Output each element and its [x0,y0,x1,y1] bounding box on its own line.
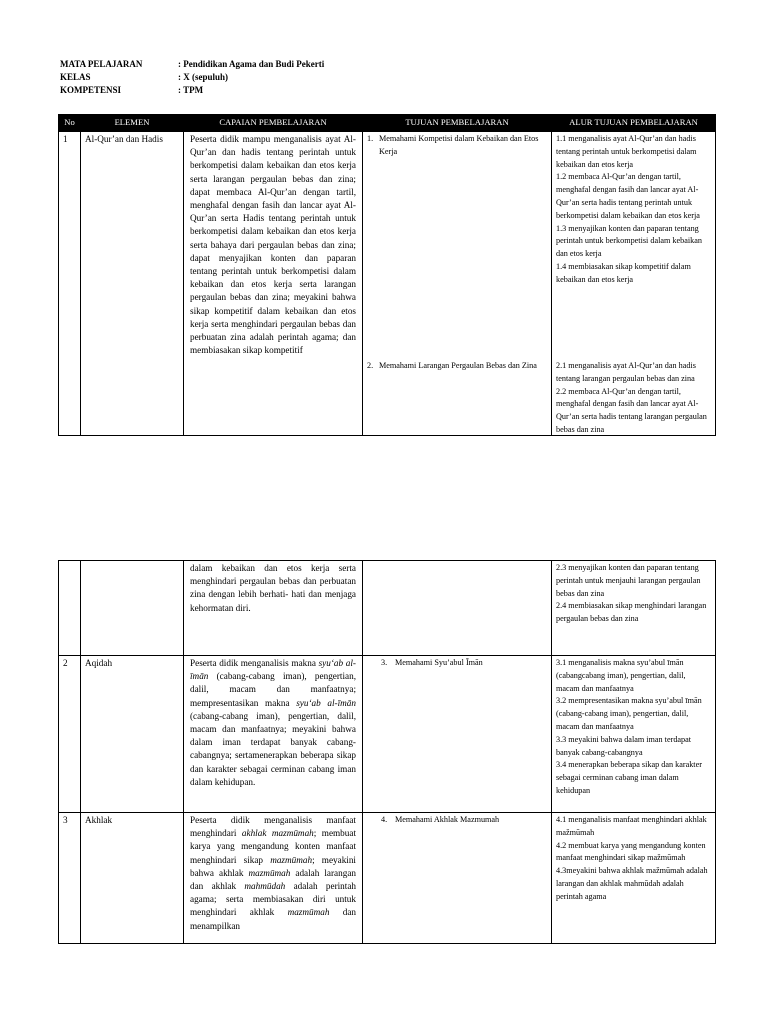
alur-item: 1.4 membiasakan sikap kompetitif dalam kebaikan dan etos kerja [556,261,691,284]
row-capaian: dalam kebaikan dan etos kerja serta menghindari pergaulan bebas dan perbuatan zina dengan lebih berhati- hati dan menjaga kehormatan diri. [184,561,363,656]
tujuan-number: 1. [367,134,374,143]
alur-item: 3.3 meyakini bahwa dalam iman terdapat banyak cabang-cabangnya [556,734,692,757]
alur-item: 3.2 mempresentasikan makna syu’abul īmān (cabang-cabang iman), pengertian, dalil, macam dan manfaatnya [556,696,702,731]
mapel-value: : Pendidikan Agama dan Budi Pekerti [178,59,325,69]
tujuan-text: Memahami Syu’abul Īmān [395,658,483,667]
capaian-term: syu‘ab al-īmān [296,697,356,708]
table-row [59,656,716,813]
col-header-no: No [59,115,81,132]
row-no [59,561,81,656]
row-no: 2 [59,656,81,813]
row-elemen: Akhlak [81,813,184,944]
row-alur [552,132,716,436]
alur-item: 2.1 menganalisis ayat Al-Qur’an dan hadis tentang larangan pergaulan bebas dan zina [556,361,696,383]
row-tujuan [363,656,552,813]
capaian-text: Peserta didik menganalisis makna [190,658,319,668]
capaian-term: mazmūmah [287,907,330,918]
capaian-text: ; membuat karya yang mengandung konten manfaat menghindari sikap [190,828,356,865]
capaian-term: mazmūmah [248,867,291,878]
col-header-elemen: ELEMEN [81,115,184,132]
capaian-text: ; meyakini bahwa akhlak [190,854,356,878]
header-row-kompetensi [60,84,324,97]
capaian-term: mahmūdah [244,881,286,892]
capaian-term: mazmūmah [270,854,313,865]
kompetensi-label: KOMPETENSI [60,85,122,95]
table-row [59,813,716,944]
row-alur [552,813,716,944]
tujuan-item [367,133,547,159]
tujuan-number: 2. [367,361,374,370]
mapel-label: MATA PELAJARAN [60,59,143,69]
tujuan-item [367,814,547,827]
tujuan-text: Memahami Larangan Pergaulan Bebas dan Zina [379,361,537,370]
row-no: 1 [59,132,81,436]
alur-item: 4.3meyakini bahwa akhlak mažmūmah adalah larangan dan akhlak mahmūdah adalah perintah agama [556,866,708,901]
alur-item: 2.3 menyajikan konten dan paparan tentang perintah untuk menjauhi larangan pergaulan bebas dan zina [556,563,701,598]
alur-item: 2.4 membiasakan sikap menghindari larangan pergaulan bebas dan zina [556,601,707,624]
alur-item: 2.2 membaca Al-Qur’an dengan tartil, menghafal dengan fasih dan lancar ayat Al-Qur’an serta hadis tentang larangan pergaulan bebas dan zina [556,386,707,434]
table-row [59,561,716,656]
capaian-term: akhlak mazmūmah [241,828,314,839]
row-capaian [184,813,363,944]
alur-item: 3.4 menerapkan beberapa sikap dan karakter sebagai cerminan cabang iman dalam kehidupan [556,760,702,795]
capaian-text: (cabang-cabang iman), pengertian, dalil, macam dan manfaatnya; mempresentasikan makna [190,671,356,708]
row-tujuan [363,132,552,436]
row-elemen: Aqidah [81,656,184,813]
tujuan-text: Memahami Akhlak Mazmumah [395,815,500,824]
capaian-text: Peserta didik menganalisis manfaat menghindari [190,815,356,839]
curriculum-table-page2 [58,560,716,944]
row-tujuan [363,561,552,656]
tujuan-number: 4. [381,815,388,824]
alur-item: 4.1 menganalisis manfaat menghindari akhlak mažmūmah [556,815,707,837]
tujuan-item [367,360,547,373]
capaian-text: (cabang-cabang iman), pengertian, dalil, macam dan manfaatnya; meyakini bahwa dalam iman terdapat banyak cabang-cabangnya; sertamenerapkan beberapa sikap dan karakter sebagai cerminan cabang iman dalam kehidupan. [190,710,356,787]
tujuan-number: 3. [381,658,388,667]
row-capaian: Peserta didik mampu menganalisis ayat Al-Qur’an dan hadis tentang perintah untuk berkompetisi dalam kebaikan dan etos kerja serta larangan pergaulan bebas dan zina; dapat membaca Al-Qur’an dengan tartil, menghafal dengan fasih dan lancar ayat Al-Qur’an serta Hadis tentang perintah untuk berkompetisi dalam kebaikan dan etos kerja serta bahaya dari pergaulan bebas dan zina; dapat menyajikan konten dan paparan tentang perintah untuk berkompetisi dalam kebaikan dan etos kerja serta larangan pergaulan bebas dan zina; meyakini bahwa sikap kompetitif dalam kebaikan dan etos kerja serta menghindari pergaulan bebas dan perbuatan zina adalah perintah agama; dan membiasakan sikap kompetitif [184,132,363,436]
row-alur [552,561,716,656]
alur-item: 3.1 menganalisis makna syu’abul īmān (cabangcabang iman), pengertian, dalil, macam dan manfaatnya [556,658,686,693]
alur-group [556,360,711,437]
tujuan-text: Memahami Kompetisi dalam Kebaikan dan Etos Kerja [379,134,539,156]
row-elemen [81,561,184,656]
col-header-capaian: CAPAIAN PEMBELAJARAN [184,115,363,132]
alur-item: 1.2 membaca Al-Qur’an dengan tartil, menghafal dengan fasih dan lancar ayat Al-Qur’an serta hadis tentang perintah untuk berkompetisi dalam kebaikan dan etos kerja [556,172,700,220]
capaian-term: syu‘ab al- īmān [190,658,356,682]
tujuan-item [367,657,547,670]
table-row [59,132,716,436]
table-header-row [59,115,716,132]
row-elemen: Al-Qur’an dan Hadis [81,132,184,436]
capaian-text: dan menampilkan [190,907,356,931]
alur-item: 1.3 menyajikan konten dan paparan tentang perintah untuk berkompetisi dalam kebaikan dan etos kerja [556,223,702,259]
row-alur [552,656,716,813]
capaian-text: adalah larangan dan akhlak [190,867,356,892]
alur-item: 1.1 menganalisis ayat Al-Qur’an dan hadis tentang perintah untuk berkompetisi dalam kebaikan dan etos kerja [556,134,697,169]
row-tujuan [363,813,552,944]
header-row-kelas [60,71,324,84]
col-header-alur: ALUR TUJUAN PEMBELAJARAN [552,115,716,132]
header-row-mapel [60,58,324,71]
row-capaian [184,656,363,813]
kelas-label: KELAS [60,72,91,82]
document-header [60,58,324,97]
alur-item: 4.2 membuat karya yang mengandung konten manfaat menghindari sikap mažmūmah [556,840,706,863]
kelas-value: : X (sepuluh) [178,72,229,82]
curriculum-table-page1 [58,114,716,436]
row-no: 3 [59,813,81,944]
capaian-text: adalah perintah agama; serta membiasakan diri untuk menghindari akhlak [190,881,356,918]
col-header-tujuan: TUJUAN PEMBELAJARAN [363,115,552,132]
kompetensi-value: : TPM [178,85,204,95]
